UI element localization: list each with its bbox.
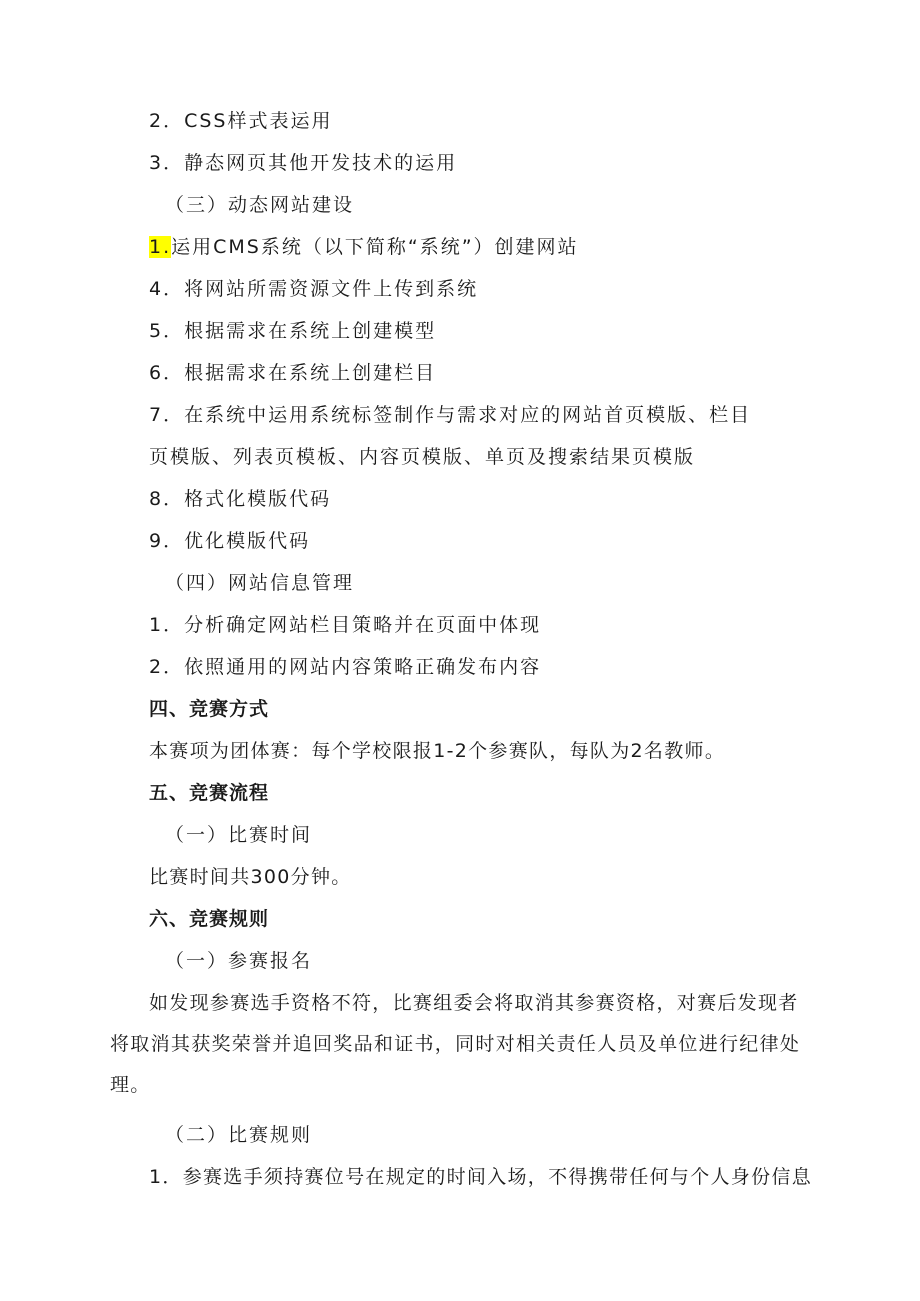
list-item: 5．根据需求在系统上创建模型 bbox=[149, 320, 437, 342]
list-item: 1．分析确定网站栏目策略并在页面中体现 bbox=[149, 614, 542, 636]
section-subheading: （一）比赛时间 bbox=[165, 824, 313, 846]
section-heading: 六、竞赛规则 bbox=[149, 908, 270, 930]
section-subheading: （四）网站信息管理 bbox=[165, 572, 355, 594]
list-item: 3．静态网页其他开发技术的运用 bbox=[149, 152, 458, 174]
section-heading: 四、竞赛方式 bbox=[149, 698, 270, 720]
paragraph-line: 将取消其获奖荣誉并追回奖品和证书，同时对相关责任人员及单位进行纪律处 bbox=[110, 1033, 801, 1055]
paragraph: 本赛项为团体赛：每个学校限报1-2个参赛队，每队为2名教师。 bbox=[149, 740, 726, 762]
list-item bbox=[149, 234, 579, 260]
list-item: 1．参赛选手须持赛位号在规定的时间入场，不得携带任何与个人身份信息 bbox=[149, 1166, 812, 1188]
section-heading: 五、竞赛流程 bbox=[149, 782, 270, 804]
section-subheading: （一）参赛报名 bbox=[165, 950, 313, 972]
highlighted-number: 1. bbox=[149, 236, 172, 258]
list-item: 8．格式化模版代码 bbox=[149, 488, 332, 510]
list-item: 2．依照通用的网站内容策略正确发布内容 bbox=[149, 656, 542, 678]
list-item: 9．优化模版代码 bbox=[149, 530, 311, 552]
section-subheading: （三）动态网站建设 bbox=[165, 194, 355, 216]
list-item-continuation: 页模版、列表页模板、内容页模版、单页及搜索结果页模版 bbox=[149, 446, 696, 468]
paragraph-line: 如发现参赛选手资格不符，比赛组委会将取消其参赛资格，对赛后发现者 bbox=[149, 992, 799, 1014]
section-subheading: （二）比赛规则 bbox=[165, 1124, 313, 1146]
list-item: 6．根据需求在系统上创建栏目 bbox=[149, 362, 437, 384]
list-item-text: 运用CMS系统（以下简称“系统”）创建网站 bbox=[171, 236, 579, 258]
paragraph: 比赛时间共300分钟。 bbox=[149, 866, 352, 888]
list-item: 2．CSS样式表运用 bbox=[149, 110, 333, 132]
paragraph-line: 理。 bbox=[110, 1074, 151, 1096]
list-item: 7．在系统中运用系统标签制作与需求对应的网站首页模版、栏目 bbox=[149, 404, 752, 426]
list-item: 4．将网站所需资源文件上传到系统 bbox=[149, 278, 479, 300]
